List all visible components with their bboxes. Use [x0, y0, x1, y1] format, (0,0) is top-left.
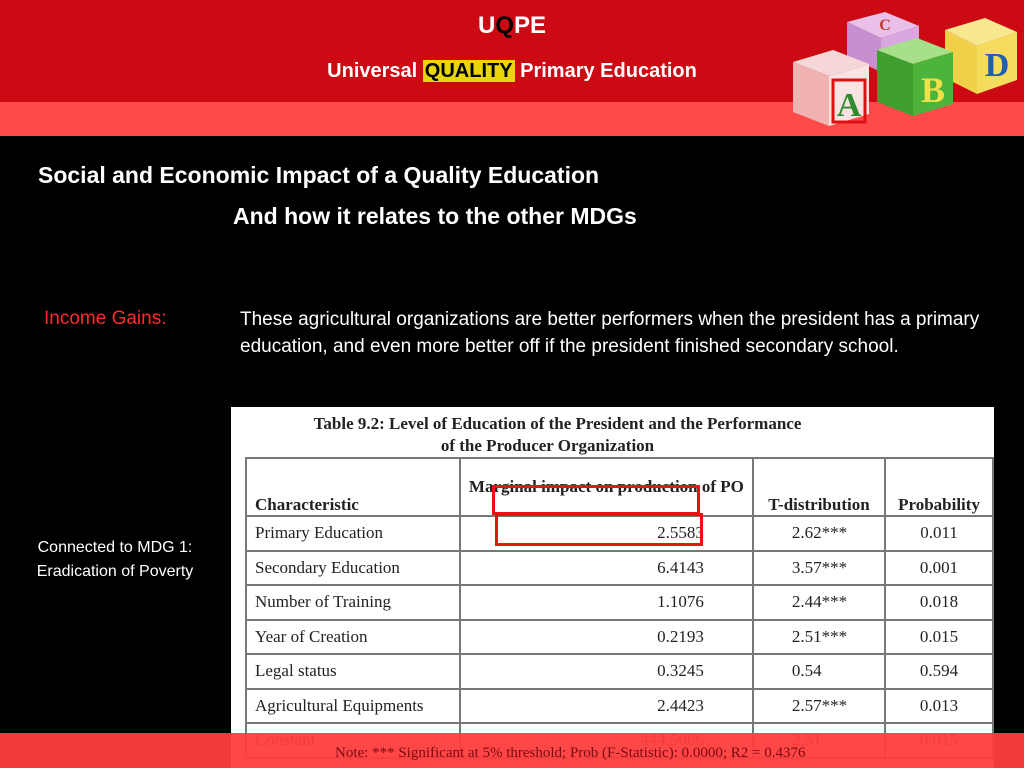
cell-marginal-impact: 0.3245: [460, 654, 753, 689]
cell-t-distribution: 3.57***: [753, 551, 885, 586]
cell-characteristic: Number of Training: [246, 585, 460, 620]
block-letter: B: [920, 70, 946, 110]
table-row: [246, 654, 993, 689]
cell-marginal-impact: 2.4423: [460, 689, 753, 724]
cell-characteristic: Secondary Education: [246, 551, 460, 586]
cell-probability: 0.011: [885, 516, 993, 551]
tagline-universal: Universal: [327, 60, 418, 82]
slide-title: Social and Economic Impact of a Quality Education: [38, 162, 600, 188]
cell-characteristic: Year of Creation: [246, 620, 460, 655]
header-marginal-impact: Marginal impact on production of PO: [460, 458, 753, 516]
table-caption-line-1: Table 9.2: Level of Education of the President and the Performance: [313, 414, 802, 433]
header-probability: Probability: [885, 458, 993, 516]
cell-marginal-impact: 2.5583: [460, 516, 753, 551]
cell-probability: 0.001: [885, 551, 993, 586]
cell-marginal-impact: 0.2193: [460, 620, 753, 655]
cell-probability: 0.015: [885, 620, 993, 655]
mdg-line-2: Eradication of Poverty: [36, 563, 194, 580]
income-gains-label: Income Gains:: [44, 308, 167, 329]
table-caption-line-2: of the Producer Organization: [440, 436, 655, 455]
cell-marginal-impact: 6.4143: [460, 551, 753, 586]
cell-t-distribution: 2.62***: [753, 516, 885, 551]
cell-characteristic: Primary Education: [246, 516, 460, 551]
table-body: [246, 516, 993, 758]
abc-blocks-image: [785, 6, 1021, 130]
cell-characteristic: Agricultural Equipments: [246, 689, 460, 724]
logo-q: Q: [495, 12, 514, 39]
header-characteristic: Characteristic: [246, 458, 460, 516]
table-row: [246, 585, 993, 620]
table-figure: [231, 407, 994, 768]
tagline-quality: QUALITY: [424, 60, 513, 82]
cell-probability: 0.018: [885, 585, 993, 620]
highlight-box-header: [492, 485, 700, 515]
block-a: [793, 50, 869, 126]
tagline-rest: Primary Education: [520, 60, 697, 82]
highlight-box-primary-value: [495, 513, 703, 546]
cell-marginal-impact: 1.1076: [460, 585, 753, 620]
cell-t-distribution: 2.44***: [753, 585, 885, 620]
block-letter: C: [879, 17, 891, 34]
table-row: [246, 689, 993, 724]
income-gains-text: These agricultural organizations are better performers when the president has a primary education, and even more better off if the president finished secondary school.: [240, 309, 980, 357]
block-d: [945, 18, 1017, 94]
cell-t-distribution: 2.51***: [753, 620, 885, 655]
block-b: [877, 38, 953, 116]
logo-u: U: [477, 12, 496, 39]
mdg-line-1: Connected to MDG 1:: [37, 539, 193, 556]
block-letter: D: [984, 47, 1010, 84]
table-row: [246, 620, 993, 655]
block-letter: A: [836, 87, 862, 124]
table-caption: [231, 413, 994, 457]
header-t-distribution: T-distribution: [753, 458, 885, 516]
slide-subtitle: And how it relates to the other MDGs: [233, 203, 637, 229]
table-note: Note: *** Significant at 5% threshold; Prob (F-Statistic): 0.0000; R2 = 0.4376: [335, 745, 806, 761]
logo-pe: PE: [514, 12, 547, 39]
cell-characteristic: Legal status: [246, 654, 460, 689]
table-row: [246, 551, 993, 586]
mdg-connection: [10, 536, 220, 584]
cell-probability: 0.013: [885, 689, 993, 724]
cell-t-distribution: 2.57***: [753, 689, 885, 724]
cell-probability: 0.594: [885, 654, 993, 689]
cell-t-distribution: 0.54: [753, 654, 885, 689]
